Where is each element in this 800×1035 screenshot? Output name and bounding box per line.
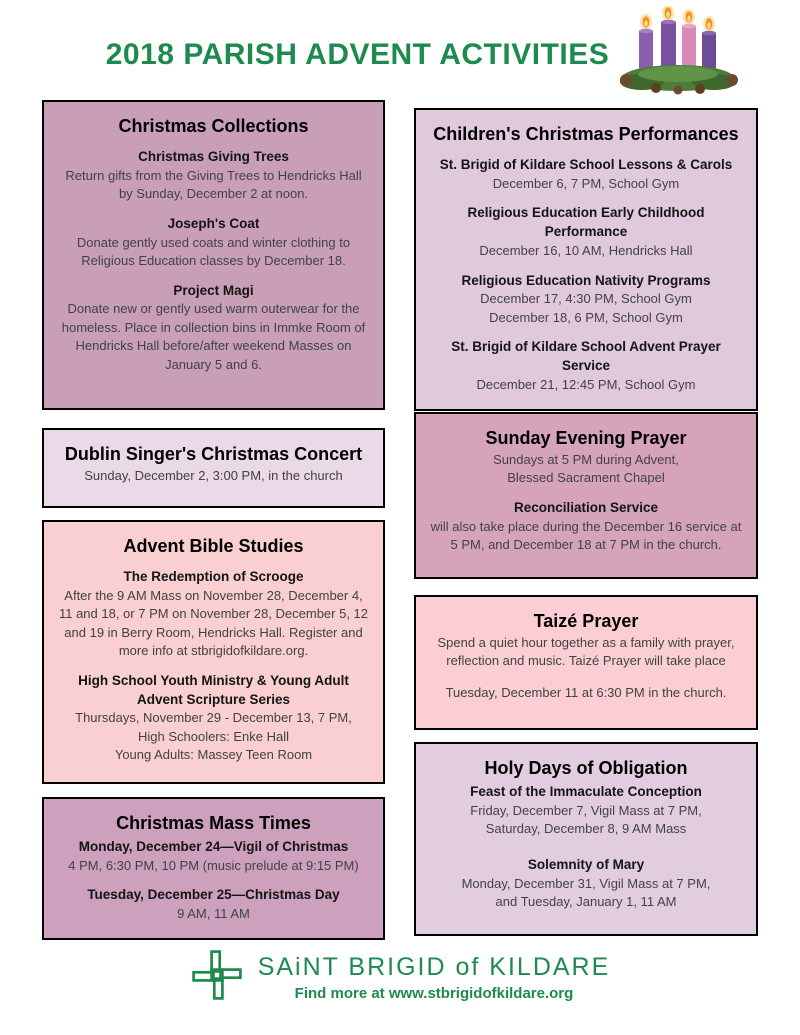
section-body: December 18, 6 PM, School Gym — [489, 309, 683, 325]
section-body: Blessed Sacrament Chapel — [507, 470, 665, 486]
card-title: Advent Bible Studies — [123, 536, 304, 556]
sunday-evening-prayer-card — [414, 412, 758, 579]
org-name: SAiNT BRIGID of KILDARE — [257, 953, 611, 981]
card-section — [430, 272, 742, 328]
card-title: Sunday Evening Prayer — [485, 428, 687, 448]
christmas-mass-times-card — [42, 797, 385, 940]
section-body: Monday, December 31, Vigil Mass at 7 PM, — [461, 875, 711, 891]
card-section — [58, 568, 369, 661]
card-title: Christmas Mass Times — [116, 813, 311, 833]
card-title: Taizé Prayer — [533, 611, 639, 631]
section-body: 9 AM, 11 AM — [177, 906, 250, 922]
card-section — [58, 282, 369, 375]
card-section — [58, 215, 369, 271]
section-body: December 16, 10 AM, Hendricks Hall — [479, 243, 693, 259]
taize-prayer-card — [414, 595, 758, 730]
section-heading: Joseph's Coat — [167, 215, 260, 231]
section-body: Tuesday, December 11 at 6:30 PM in the church. — [445, 684, 727, 700]
section-body: and Tuesday, January 1, 11 AM — [495, 894, 677, 910]
card-section — [430, 499, 742, 555]
advent-wreath-icon — [616, 6, 744, 98]
card-section — [430, 204, 742, 260]
section-body: Return gifts from the Giving Trees to Hendricks Hall by Sunday, December 2 at noon. — [65, 167, 362, 202]
section-body: will also take place during the December 16 service at 5 PM, and December 18 at 7 PM in the church. — [430, 518, 742, 553]
section-heading: Religious Education Early Childhood Performance — [467, 205, 705, 240]
section-body: 4 PM, 6:30 PM, 10 PM (music prelude at 9:15 PM) — [68, 857, 359, 873]
section-heading: Christmas Giving Trees — [138, 149, 289, 164]
advent-bible-studies-card — [42, 520, 385, 784]
section-body: Friday, December 7, Vigil Mass at 7 PM, — [470, 802, 702, 818]
card-title: Dublin Singer's Christmas Concert — [64, 444, 363, 464]
section-heading: Solemnity of Mary — [527, 856, 645, 872]
card-title: Children's Christmas Performances — [433, 124, 739, 144]
section-body: Spend a quiet hour together as a family with prayer, reflection and music. Taizé Prayer will take place — [437, 635, 735, 669]
dublin-concert-card — [42, 428, 385, 508]
section-heading: St. Brigid of Kildare School Lessons & Carols — [439, 157, 733, 172]
card-section — [430, 783, 742, 839]
card-section — [430, 338, 742, 394]
section-heading: Monday, December 24—Vigil of Christmas — [78, 839, 349, 854]
children-performances-card — [414, 108, 758, 411]
section-body: December 17, 4:30 PM, School Gym — [480, 291, 692, 307]
section-heading: Feast of the Immaculate Conception — [470, 784, 702, 799]
footer-text — [258, 953, 611, 1002]
card-section — [58, 838, 369, 875]
page-title: 2018 PARISH ADVENT ACTIVITIES — [105, 38, 610, 71]
section-body: Sunday, December 2, 3:00 PM, in the church — [84, 468, 343, 483]
section-body: December 6, 7 PM, School Gym — [492, 175, 680, 191]
card-section — [430, 156, 742, 193]
section-body: Donate gently used coats and winter clothing to Religious Education classes by December 18. — [76, 234, 351, 269]
section-body: High Schoolers: Enke Hall — [137, 728, 290, 744]
section-body: After the 9 AM Mass on November 28, December 4, 11 and 18, or 7 PM on November 28, December 5, 12 and 19 in Berry Room, Hendricks Hall. Register and more info at stbrigidofkildare.org. — [58, 587, 369, 659]
section-heading: St. Brigid of Kildare School Advent Prayer Service — [451, 339, 721, 374]
section-body: Donate new or gently used warm outerwear for the homeless. Place in collection bins in Immke Room of Hendricks Hall before/after weekend Masses on January 5 and 6. — [61, 301, 366, 372]
card-title: Holy Days of Obligation — [484, 758, 688, 778]
section-body: Young Adults: Massey Teen Room — [114, 747, 313, 763]
card-section — [58, 672, 369, 765]
section-body: Saturday, December 8, 9 AM Mass — [485, 821, 687, 837]
section-heading: Religious Education Nativity Programs — [461, 272, 711, 288]
card-section — [58, 148, 369, 204]
footer-branding — [190, 948, 611, 1007]
section-heading: Tuesday, December 25—Christmas Day — [87, 887, 340, 903]
brigid-cross-logo — [190, 948, 244, 1007]
section-body: December 21, 12:45 PM, School Gym — [476, 377, 696, 393]
card-section — [430, 856, 742, 912]
section-body: Thursdays, November 29 - December 13, 7 PM, — [75, 710, 352, 726]
section-heading: High School Youth Ministry & Young Adult Advent Scripture Series — [78, 672, 349, 707]
christmas-collections-card — [42, 100, 385, 410]
footer-url-text: Find more at www.stbrigidofkildare.org — [294, 985, 574, 1002]
footer — [0, 948, 800, 1007]
section-body: Sundays at 5 PM during Advent, — [493, 452, 679, 467]
section-heading: Reconciliation Service — [513, 499, 659, 515]
holy-days-card — [414, 742, 758, 936]
card-section — [58, 886, 369, 923]
card-title: Christmas Collections — [118, 116, 309, 136]
section-heading: The Redemption of Scrooge — [123, 569, 304, 584]
section-heading: Project Magi — [173, 282, 254, 298]
